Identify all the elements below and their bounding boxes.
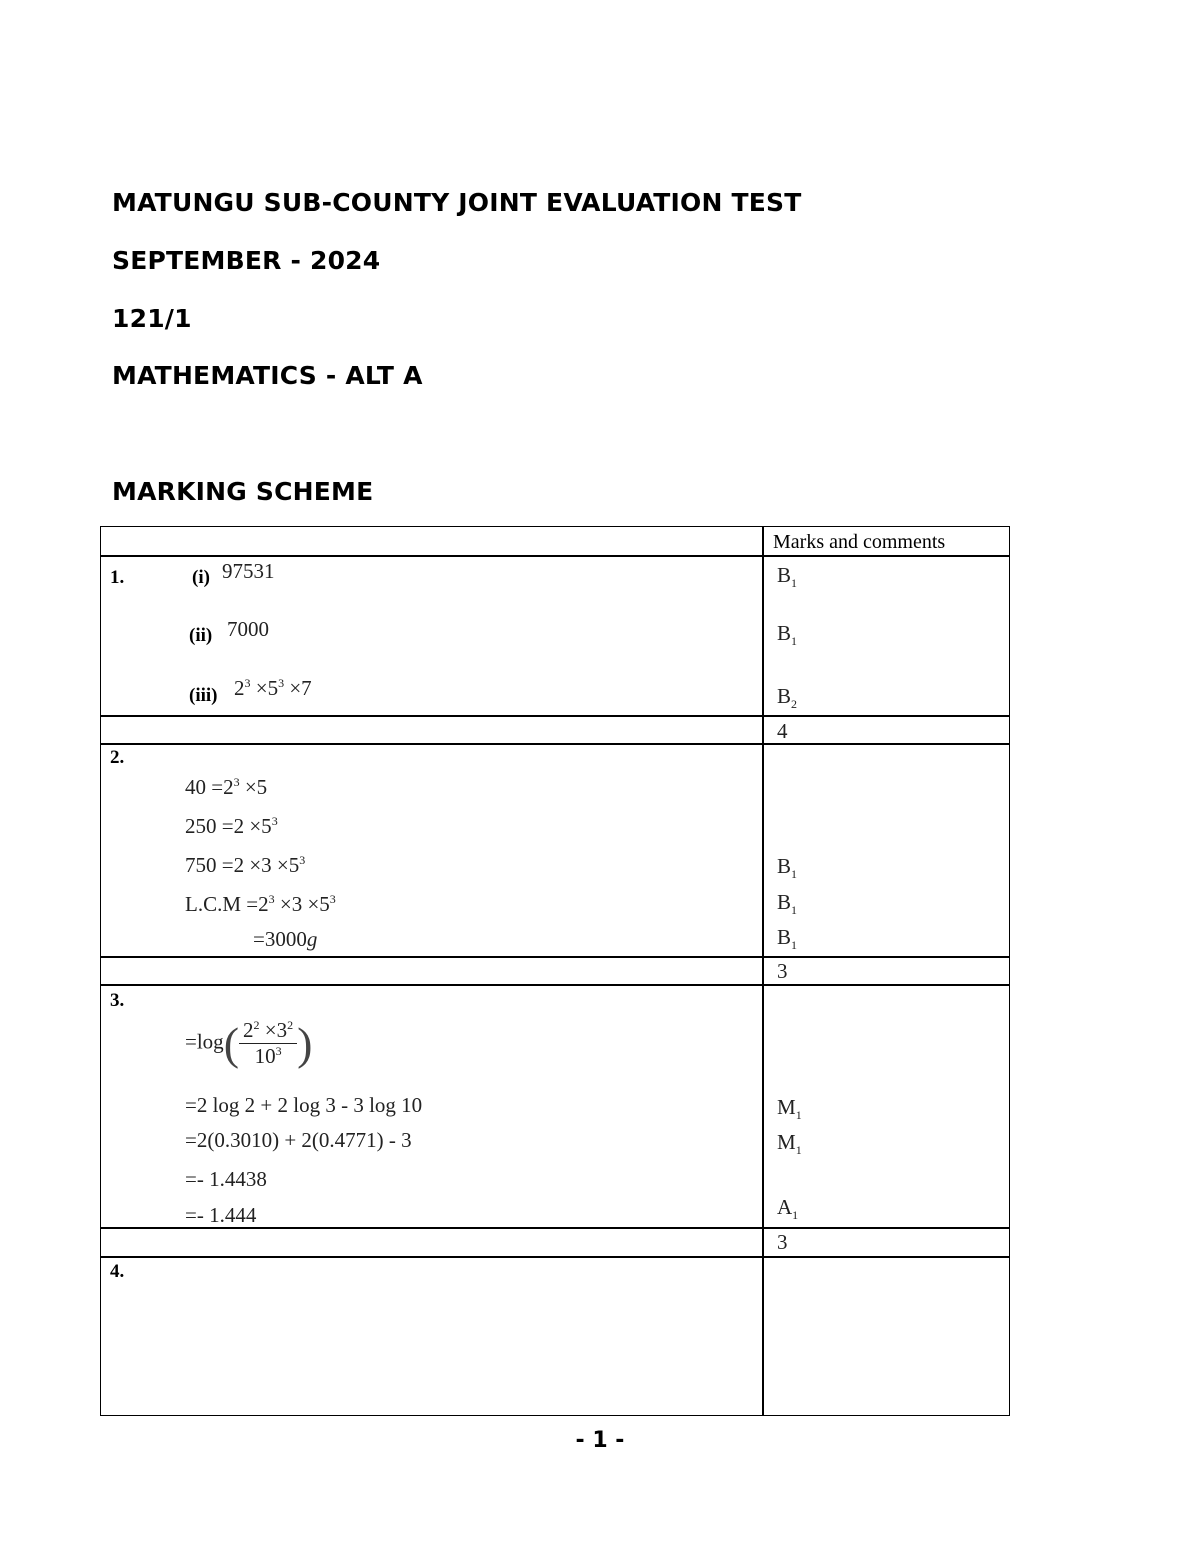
question-number: 3. bbox=[110, 990, 125, 1011]
working-line: =2 log 2 + 2 log 3 - 3 log 10 bbox=[185, 1093, 423, 1117]
working-line: =3000g bbox=[253, 927, 318, 951]
marks-column-header: Marks and comments bbox=[773, 531, 946, 553]
working-line: =- 1.4438 bbox=[185, 1167, 267, 1191]
mark: $M_1$ bbox=[777, 1130, 802, 1158]
question-number: 2. bbox=[110, 747, 125, 768]
answer: 7000 bbox=[227, 617, 269, 641]
working-line: $750 =2 \times 3 \times 5^3$ bbox=[185, 853, 306, 877]
part-label: (i) bbox=[192, 567, 210, 588]
log-expression: =log( $\frac{2^2 \times 3^2}{10^3}$ ) bbox=[185, 1018, 313, 1069]
page-number: - 1 - bbox=[575, 1428, 625, 1453]
row-divider bbox=[101, 743, 1009, 745]
exam-title: MATUNGU SUB-COUNTY JOINT EVALUATION TEST bbox=[112, 188, 802, 217]
working-line: $250 =2 \times 5^3$ bbox=[185, 814, 278, 838]
total-marks: 3 bbox=[777, 1230, 788, 1254]
working-line: $40 =2^3 \times 5$ bbox=[185, 775, 268, 799]
mark: $B_1$ bbox=[777, 925, 798, 953]
answer-expression: $2^3 \times 5^3 \times 7$ bbox=[234, 676, 312, 700]
marking-scheme-table bbox=[100, 526, 1010, 1416]
row-divider bbox=[101, 984, 1009, 986]
answer: 97531 bbox=[222, 559, 275, 583]
row-divider bbox=[101, 1256, 1009, 1258]
mark: $B_1$ bbox=[777, 621, 798, 649]
mark: $B_1$ bbox=[777, 563, 798, 591]
total-marks: 3 bbox=[777, 959, 788, 983]
subject-title: MATHEMATICS - ALT A bbox=[112, 361, 423, 390]
row-divider bbox=[101, 715, 1009, 717]
column-divider bbox=[762, 527, 764, 1415]
mark: $A_1$ bbox=[777, 1195, 799, 1223]
question-number: 1. bbox=[110, 567, 125, 588]
total-marks: 4 bbox=[777, 719, 788, 743]
section-title: MARKING SCHEME bbox=[112, 477, 374, 506]
part-label: (iii) bbox=[189, 685, 218, 706]
paper-code: 121/1 bbox=[112, 304, 192, 333]
mark: $B_1$ bbox=[777, 854, 798, 882]
working-line: =2(0.3010) + 2(0.4771) - 3 bbox=[185, 1128, 412, 1152]
part-label: (ii) bbox=[189, 625, 213, 646]
mark: $B_2$ bbox=[777, 684, 798, 712]
row-divider bbox=[101, 555, 1009, 557]
mark: $B_1$ bbox=[777, 890, 798, 918]
question-number: 4. bbox=[110, 1261, 125, 1282]
mark: $M_1$ bbox=[777, 1095, 802, 1123]
exam-date: SEPTEMBER - 2024 bbox=[112, 246, 381, 275]
row-divider bbox=[101, 956, 1009, 958]
working-line: =- 1.444 bbox=[185, 1203, 257, 1227]
working-line: $L.C.M =2^3 \times 3 \times 5^3$ bbox=[185, 892, 336, 916]
